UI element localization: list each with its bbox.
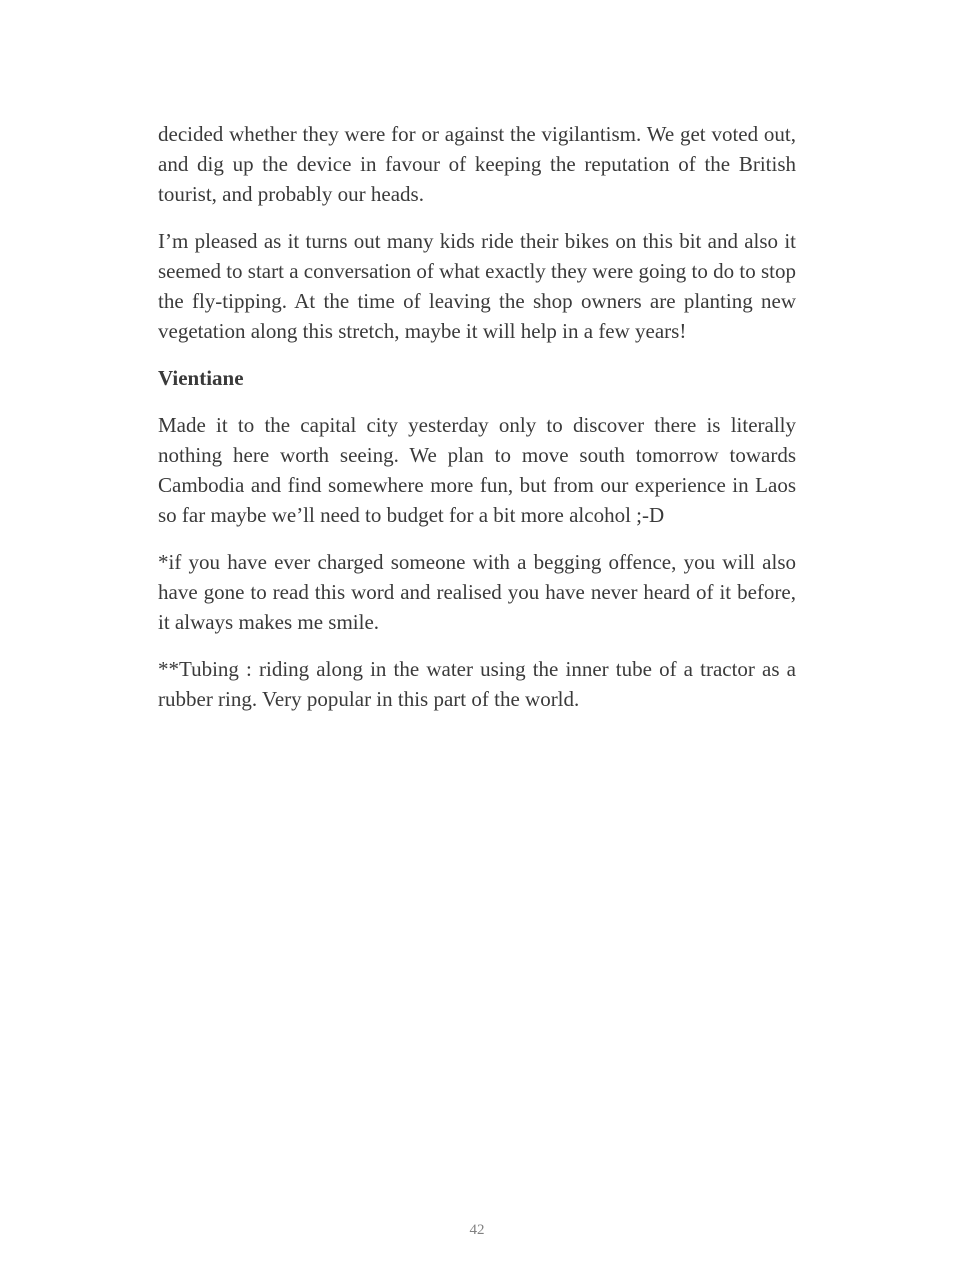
paragraph-fly-tipping: I’m pleased as it turns out many kids ride their bikes on this bit and also it seemed to start a conversation of what exactly they were going to do to stop the fly-tipping. At the time of leaving the shop owners are planting new vegetation along this stretch, maybe it will help in a few years!	[158, 229, 796, 343]
paragraph-vientiane: Made it to the capital city yesterday only to discover there is literally nothing here worth seeing. We plan to move south tomorrow towards Cambodia and find somewhere more fun, but from our experience in Laos so far maybe we’ll need to budget for a bit more alcohol ;-D	[158, 413, 796, 527]
paragraph-vigilantism: decided whether they were for or against the vigilantism. We get voted out, and dig up the device in favour of keeping the reputation of the British tourist, and probably our heads.	[158, 122, 796, 206]
footnote-tubing: **Tubing : riding along in the water using the inner tube of a tractor as a rubber ring. Very popular in this part of the world.	[158, 657, 796, 711]
page-number: 42	[469, 1222, 485, 1238]
text-column	[158, 119, 796, 731]
section-heading: Vientiane	[158, 366, 244, 390]
footnote-begging: *if you have ever charged someone with a begging offence, you will also have gone to read this word and realised you have never heard of it before, it always makes me smile.	[158, 550, 796, 634]
